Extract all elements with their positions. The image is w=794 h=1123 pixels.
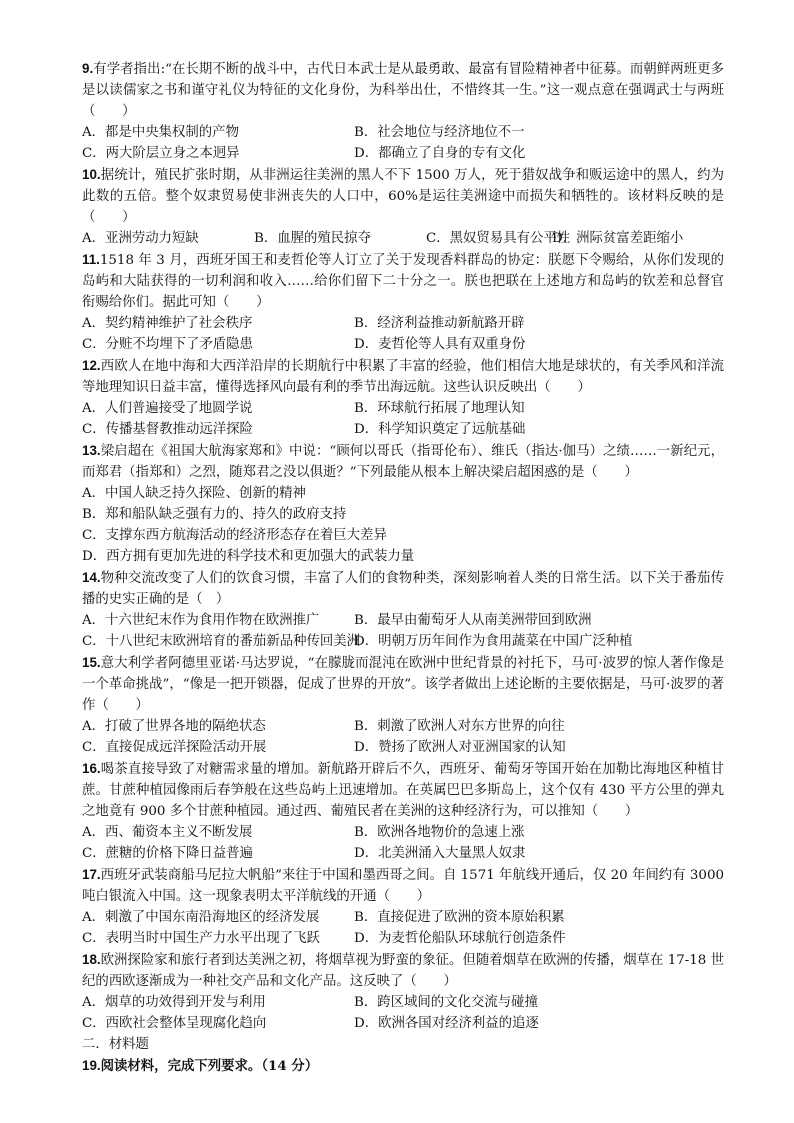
question-text: 梁启超在《祖国大航海家郑和》中说：“顾何以哥氏（指哥伦布）、维氏（指达·伽马）之绩……一新纪元，而郑君（指郑和）之烈，随郑君之没以俱逝？”下列最能从根本上解决梁启超困惑的是（ ）	[82, 444, 724, 480]
question-number: 19.	[82, 1058, 101, 1073]
option-A: A．西、葡资本主义不断发展	[82, 825, 253, 840]
option-C: C．两大阶层立身之本迥异	[82, 146, 240, 161]
option-C: C．表明当时中国生产力水平出现了飞跃	[82, 931, 320, 946]
question-number: 13.	[82, 443, 101, 458]
option-C: C．西欧社会整体呈现腐化趋向	[82, 1016, 267, 1031]
option-B: B．刺激了欧洲人对东方世界的向往	[354, 719, 565, 734]
question-text: 西班牙武装商船马尼拉大帆船”来往于中国和墨西哥之间。自 1571 年航线开通后，仅 20 年间约有 3000 吨白银流入中国。这一现象表明太平洋航线的开通（ ）	[82, 868, 724, 904]
section-heading: 二．材料题	[82, 1037, 149, 1052]
question-text: 有学者指出:“在长期不断的战斗中，古代日本武士是从最勇敢、最富有冒险精神者中征募。而朝鲜两班更多是以读儒家之书和谨守礼仪为特征的文化身份，为科举出仕，不惜终其一生。”这一观点意在强调武士与两班（ ）	[82, 62, 724, 119]
option-list	[82, 398, 724, 440]
option-D: D．赞扬了欧洲人对亚洲国家的认知	[354, 740, 566, 755]
option-list	[82, 313, 724, 355]
option-list	[82, 228, 724, 249]
question-stem	[82, 652, 724, 716]
option-B: B．社会地位与经济地位不一	[354, 125, 525, 140]
option-A: A．契约精神维护了社会秩序	[82, 316, 253, 331]
question-number: 15.	[82, 655, 101, 670]
question-number: 18.	[82, 952, 101, 967]
question-18	[82, 949, 724, 1034]
question-text: 物种交流改变了人们的饮食习惯，丰富了人们的食物种类，深刻影响着人类的日常生活。以下关于番茄传播的史实正确的是（ ）	[82, 571, 724, 607]
question-list	[82, 58, 724, 1034]
option-A: A．打破了世界各地的隔绝状态	[82, 719, 266, 734]
question-stem	[82, 949, 724, 992]
question-9	[82, 58, 724, 164]
option-B: B．血腥的殖民掠夺	[254, 231, 371, 246]
option-C: C．传播基督教推动远洋探险	[82, 422, 253, 437]
question-14	[82, 567, 724, 652]
question-number: 16.	[82, 761, 101, 776]
option-A: A．烟草的功效得到开发与利用	[82, 995, 266, 1010]
question-text: 意大利学者阿德里亚诺·马达罗说，“在朦胧而混沌在欧洲中世纪背景的衬托下，马可·波罗的惊人著作像是一个革命挑战”，“像是一把开锁器，促成了世界的开放”。该学者做出上述论断的主要依据是，马可·波罗的著作（ ）	[82, 656, 724, 713]
question-15	[82, 652, 724, 758]
option-list	[82, 483, 724, 567]
option-list	[82, 610, 724, 652]
question-number: 17.	[82, 867, 101, 882]
option-A: A．人们普遍接受了地圆学说	[82, 401, 253, 416]
question-stem	[82, 864, 724, 907]
option-list	[82, 822, 724, 864]
option-D: D．西方拥有更加先进的科学技术和更加强大的武装力量	[82, 549, 415, 564]
question-stem	[82, 58, 724, 122]
question-19-text: 阅读材料，完成下列要求。（14 分）	[100, 1058, 319, 1074]
option-D: D．欧洲各国对经济利益的追逐	[354, 1016, 539, 1031]
question-number: 14.	[82, 570, 101, 585]
question-text: 欧洲探险家和旅行者到达美洲之初，将烟草视为野蛮的象征。但随着烟草在欧洲的传播，烟草在 17-18 世纪的西欧逐渐成为一种社交产品和文化产品。这反映了（ ）	[82, 953, 724, 989]
option-B: B．经济利益推动新航路开辟	[354, 316, 525, 331]
option-A: A．都是中央集权制的产物	[82, 125, 239, 140]
option-list	[82, 992, 724, 1034]
question-stem	[82, 758, 724, 822]
option-D: D．洲际贫富差距缩小	[552, 231, 684, 246]
question-stem	[82, 249, 724, 313]
question-text: 喝茶直接导致了对糖需求量的增加。新航路开辟后不久，西班牙、葡萄牙等国开始在加勒比海地区种植甘蔗。甘蔗种植园像雨后春笋般在这些岛屿上迅速增加。在英属巴巴多斯岛上，这个仅有 430 平方公里的弹丸之地竟有 900 多个甘蔗种植园。通过西、葡殖民者在美洲的这种经济行为，可以推知（ ）	[82, 762, 724, 819]
option-B: B．欧洲各地物价的急速上涨	[354, 825, 525, 840]
question-stem	[82, 440, 724, 483]
option-list	[82, 907, 724, 949]
option-B: B．环球航行拓展了地理认知	[354, 401, 525, 416]
option-B: B．郑和船队缺乏强有力的、持久的政府支持	[82, 507, 347, 522]
question-text: 西欧人在地中海和大西洋沿岸的长期航行中积累了丰富的经验，他们相信大地是球状的，有关季风和洋流等地理知识日益丰富，懂得选择风向最有利的季节出海远航。这些认识反映出（ ）	[82, 359, 724, 395]
question-number: 9.	[82, 61, 94, 76]
option-C: C．分赃不均埋下了矛盾隐患	[82, 337, 253, 352]
option-C: C．支撑东西方航海活动的经济形态存在着巨大差异	[82, 528, 387, 543]
question-stem	[82, 567, 724, 610]
option-A: A．中国人缺乏持久探险、创新的精神	[82, 486, 306, 501]
question-stem	[82, 164, 724, 228]
option-D: D．北美洲涌入大量黑人奴隶	[354, 846, 526, 861]
question-text: 1518 年 3 月，西班牙国王和麦哲伦等人订立了关于发现香料群岛的协定：朕愿下令赐给，从你们发现的岛屿和大陆获得的一切利润和收入……给你们留下二十分之一。朕也把联在上述地方和岛屿的钦差和总督官衔赐给你们。据此可知（ ）	[82, 253, 724, 310]
option-A: A．十六世纪末作为食用作物在欧洲推广	[82, 613, 320, 628]
option-B: B．最早由葡萄牙人从南美洲带回到欧洲	[354, 613, 592, 628]
option-C: C．直接促成远洋探险活动开展	[82, 740, 267, 755]
option-D: D．都确立了自身的专有文化	[354, 146, 526, 161]
option-C: C．十八世纪末欧洲培育的番茄新品种传回美洲	[82, 634, 361, 649]
option-D: D．科学知识奠定了远航基础	[354, 422, 526, 437]
option-D: D．明朝万历年间作为食用蔬菜在中国广泛种植	[354, 634, 633, 649]
option-B: B．跨区域间的文化交流与碰撞	[354, 995, 538, 1010]
question-text: 据统计，殖民扩张时期，从非洲运往美洲的黑人不下 1500 万人，死于猎奴战争和贩运途中的黑人，约为此数的五倍。整个奴隶贸易使非洲丧失的人口中，60%是运往美洲途中而损失和牺牲的。该材料反映的是（ ）	[82, 168, 724, 225]
option-list	[82, 716, 724, 758]
question-11	[82, 249, 724, 355]
option-A: A．亚洲劳动力短缺	[82, 231, 199, 246]
question-17	[82, 864, 724, 949]
option-D: D．为麦哲伦船队环球航行创造条件	[354, 931, 566, 946]
question-10	[82, 164, 724, 249]
question-number: 11.	[82, 252, 100, 267]
question-number: 10.	[82, 167, 101, 182]
option-D: D．麦哲伦等人具有双重身份	[354, 337, 526, 352]
question-number: 12.	[82, 358, 101, 373]
question-13	[82, 440, 724, 567]
option-C: C．黑奴贸易具有公平性	[426, 231, 571, 246]
question-stem	[82, 355, 724, 398]
option-C: C．蔗糖的价格下降日益普遍	[82, 846, 253, 861]
question-12	[82, 355, 724, 440]
option-B: B．直接促进了欧洲的资本原始积累	[354, 910, 565, 925]
question-16	[82, 758, 724, 864]
option-A: A．刺激了中国东南沿海地区的经济发展	[82, 910, 320, 925]
option-list	[82, 122, 724, 164]
question-19	[82, 1055, 724, 1077]
